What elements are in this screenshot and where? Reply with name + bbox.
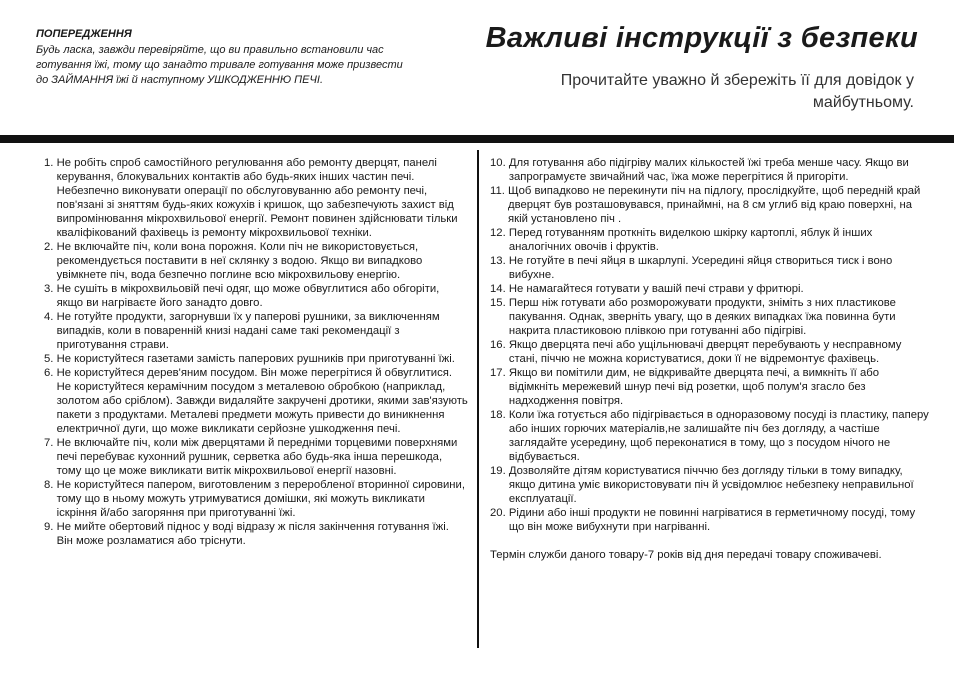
instruction-item bbox=[44, 352, 468, 366]
instruction-text: Не намагайтеся готувати у вашій печі страви у фритюрі. bbox=[508, 283, 804, 295]
instruction-text: Не включайте піч, коли між дверцятами й передніми торцевими поверхнями печі перебуває кухонний рушник, серветка або будь-яка інша перешкода, тому що це може викликати витік мікрохвильової енергії назовні. bbox=[56, 437, 458, 477]
instruction-number: 12. bbox=[490, 227, 509, 239]
instruction-number: 16. bbox=[490, 339, 509, 351]
instruction-number: 1. bbox=[44, 157, 57, 169]
instruction-number: 13. bbox=[490, 255, 509, 267]
instruction-number: 20. bbox=[490, 507, 509, 519]
instruction-text: Якщо дверцята печі або ущільнювачі дверцят перебувають у несправному стані, піччю не можна користуватися, доки її не відремонтує фахівець. bbox=[508, 339, 902, 365]
instruction-text: Не користуйтеся газетами замість паперових рушників при приготуванні їжі. bbox=[56, 353, 455, 365]
instruction-number: 6. bbox=[44, 367, 57, 379]
column-divider bbox=[477, 150, 479, 648]
instruction-text: Коли їжа готується або підігрівається в одноразовому посуді із пластику, паперу або інших горючих матеріалів,не залишайте піч без догляду, а частіше заглядайте усередину, щоб переконатися в тому, що з посудом нічого не відбувається. bbox=[508, 409, 929, 463]
header-divider bbox=[0, 135, 954, 143]
warning-text: Будь ласка, завжди перевіряйте, що ви правильно встановили час готування їжі, тому що занадто тривале готування може призвести до ЗАЙМАННЯ їжі й наступному УШКОДЖЕННЮ ПЕЧІ. bbox=[36, 44, 403, 86]
instruction-number: 19. bbox=[490, 465, 509, 477]
instruction-item bbox=[490, 506, 930, 534]
right-instruction-list bbox=[490, 156, 930, 534]
service-life-note: Термін служби даного товару-7 років від дня передачі товару споживачеві. bbox=[490, 549, 882, 561]
instruction-number: 14. bbox=[490, 283, 509, 295]
instruction-item bbox=[490, 338, 930, 366]
instruction-text: Перед готуванням проткніть виделкою шкірку картоплі, яблук й інших аналогічних овочів і фруктів. bbox=[508, 227, 873, 253]
instruction-item bbox=[490, 226, 930, 254]
instruction-item bbox=[490, 464, 930, 506]
instruction-number: 2. bbox=[44, 241, 57, 253]
instruction-item bbox=[490, 408, 930, 464]
instruction-item bbox=[44, 520, 468, 548]
instruction-text: Дозволяйте дітям користуватися пічччю без догляду тільки в тому випадку, якщо дитина уміє використовувати піч й усвідомлює небезпеку неправильної експлуатації. bbox=[508, 465, 914, 505]
instruction-item bbox=[490, 282, 930, 296]
instruction-text: Рідини або інші продукти не повинні нагріватися в герметичному посуді, тому що він може вибухнути при нагріванні. bbox=[508, 507, 916, 533]
instruction-item bbox=[44, 240, 468, 282]
left-column bbox=[44, 156, 468, 548]
instruction-number: 4. bbox=[44, 311, 57, 323]
instruction-text: Не користуйтеся дерев'яним посудом. Він може перегрітися й обвуглитися. Не користуйтеся керамічним посудом з металевою обробкою (наприклад, золотом або сріблом). Завжди видаляйте закручені дротики, якими зав'язують пакети з продуктами. Металеві предмети можуть привести до виникнення електричної дуги, що може викликати серйозне ушкодження печі. bbox=[56, 367, 468, 435]
instruction-item bbox=[490, 296, 930, 338]
page-title: Важливі інструкції з безпеки bbox=[485, 22, 918, 54]
instruction-item bbox=[44, 436, 468, 478]
instruction-text: Не сушіть в мікрохвильовій печі одяг, що може обвуглитися або обгоріти, якщо ви нагріваєте його занадто довго. bbox=[56, 283, 440, 309]
instruction-item bbox=[44, 366, 468, 436]
instruction-number: 5. bbox=[44, 353, 57, 365]
page-subtitle: Прочитайте уважно й збережіть її для довідок у майбутньому. bbox=[560, 72, 914, 111]
instruction-text: Не користуйтеся папером, виготовленим з переробленої вторинної сировини, тому що в ньому можуть утримуватися домішки, які можуть викликати іскріння й/або загоряння при приготуванні їжі. bbox=[56, 479, 465, 519]
instruction-text: Не включайте піч, коли вона порожня. Коли піч не використовується, рекомендується поставити в неї склянку з водою. Якщо ви випадково увімкнете піч, вода безпечно поглине всю мікрохвильову енергію. bbox=[56, 241, 423, 281]
instruction-item bbox=[490, 366, 930, 408]
instruction-item bbox=[44, 282, 468, 310]
instruction-number: 8. bbox=[44, 479, 57, 491]
right-column bbox=[490, 156, 930, 562]
warning-title: ПОПЕРЕДЖЕННЯ bbox=[36, 28, 132, 40]
instruction-text: Не мийте обертовий піднос у воді відразу ж після закінчення готування їжі. Він може розламатися або тріснути. bbox=[56, 521, 449, 547]
instruction-number: 7. bbox=[44, 437, 57, 449]
instruction-text: Для готування або підігріву малих кількостей їжі треба менше часу. Якщо ви запрограмуєте звичайний час, їжа може перегрітися й пригоріти. bbox=[508, 157, 909, 183]
instruction-text: Щоб випадково не перекинути піч на підлогу, прослідкуйте, щоб передній край дверцят був розташовувався, принаймні, на 8 см углиб від краю поверхні, на якій установлено піч . bbox=[508, 185, 921, 225]
instruction-item bbox=[490, 184, 930, 226]
warning-block bbox=[36, 28, 416, 88]
instruction-number: 10. bbox=[490, 157, 509, 169]
instruction-number: 3. bbox=[44, 283, 57, 295]
instruction-item bbox=[44, 156, 468, 240]
instruction-text: Не готуйте продукти, загорнувши їх у паперові рушники, за виключенням випадків, коли в поваренній книзі надані саме такі рекомендації з приготування страви. bbox=[56, 311, 440, 351]
instruction-text: Не готуйте в печі яйця в шкарлупі. Усередині яйця створиться тиск і воно вибухне. bbox=[508, 255, 893, 281]
instruction-text: Не робіть спроб самостійного регулювання або ремонту дверцят, панелі керування, блокувальних контактів або будь-яких інших частин печі. Небезпечно виконувати операції по обслуговуванню або ремонту печі, пов'язані зі зняттям будь-яких кожухів і кришок, що забезпечують захист від випромінювання мікрохвильової енергії. Ремонт повинен здійснювати тільки кваліфікований фахівець із ремонту мікрохвильової техніки. bbox=[56, 157, 458, 239]
instruction-number: 11. bbox=[490, 185, 509, 197]
instruction-item bbox=[490, 254, 930, 282]
instruction-item bbox=[490, 156, 930, 184]
instruction-number: 9. bbox=[44, 521, 57, 533]
instruction-item bbox=[44, 310, 468, 352]
instruction-text: Перш ніж готувати або розморожувати продукти, зніміть з них пластикове пакування. Однак, зверніть увагу, що в деяких випадках їжа повинна бути накрита пластиковою плівкою при готуванні або підігріві. bbox=[508, 297, 896, 337]
instruction-number: 15. bbox=[490, 297, 509, 309]
instruction-number: 18. bbox=[490, 409, 509, 421]
instruction-text: Якщо ви помітили дим, не відкривайте дверцята печі, а вимкніть її або відімкніть мережевий шнур печі від розетки, щоб полум'я згасло без надходження повітря. bbox=[508, 367, 879, 407]
instruction-number: 17. bbox=[490, 367, 509, 379]
instruction-item bbox=[44, 478, 468, 520]
